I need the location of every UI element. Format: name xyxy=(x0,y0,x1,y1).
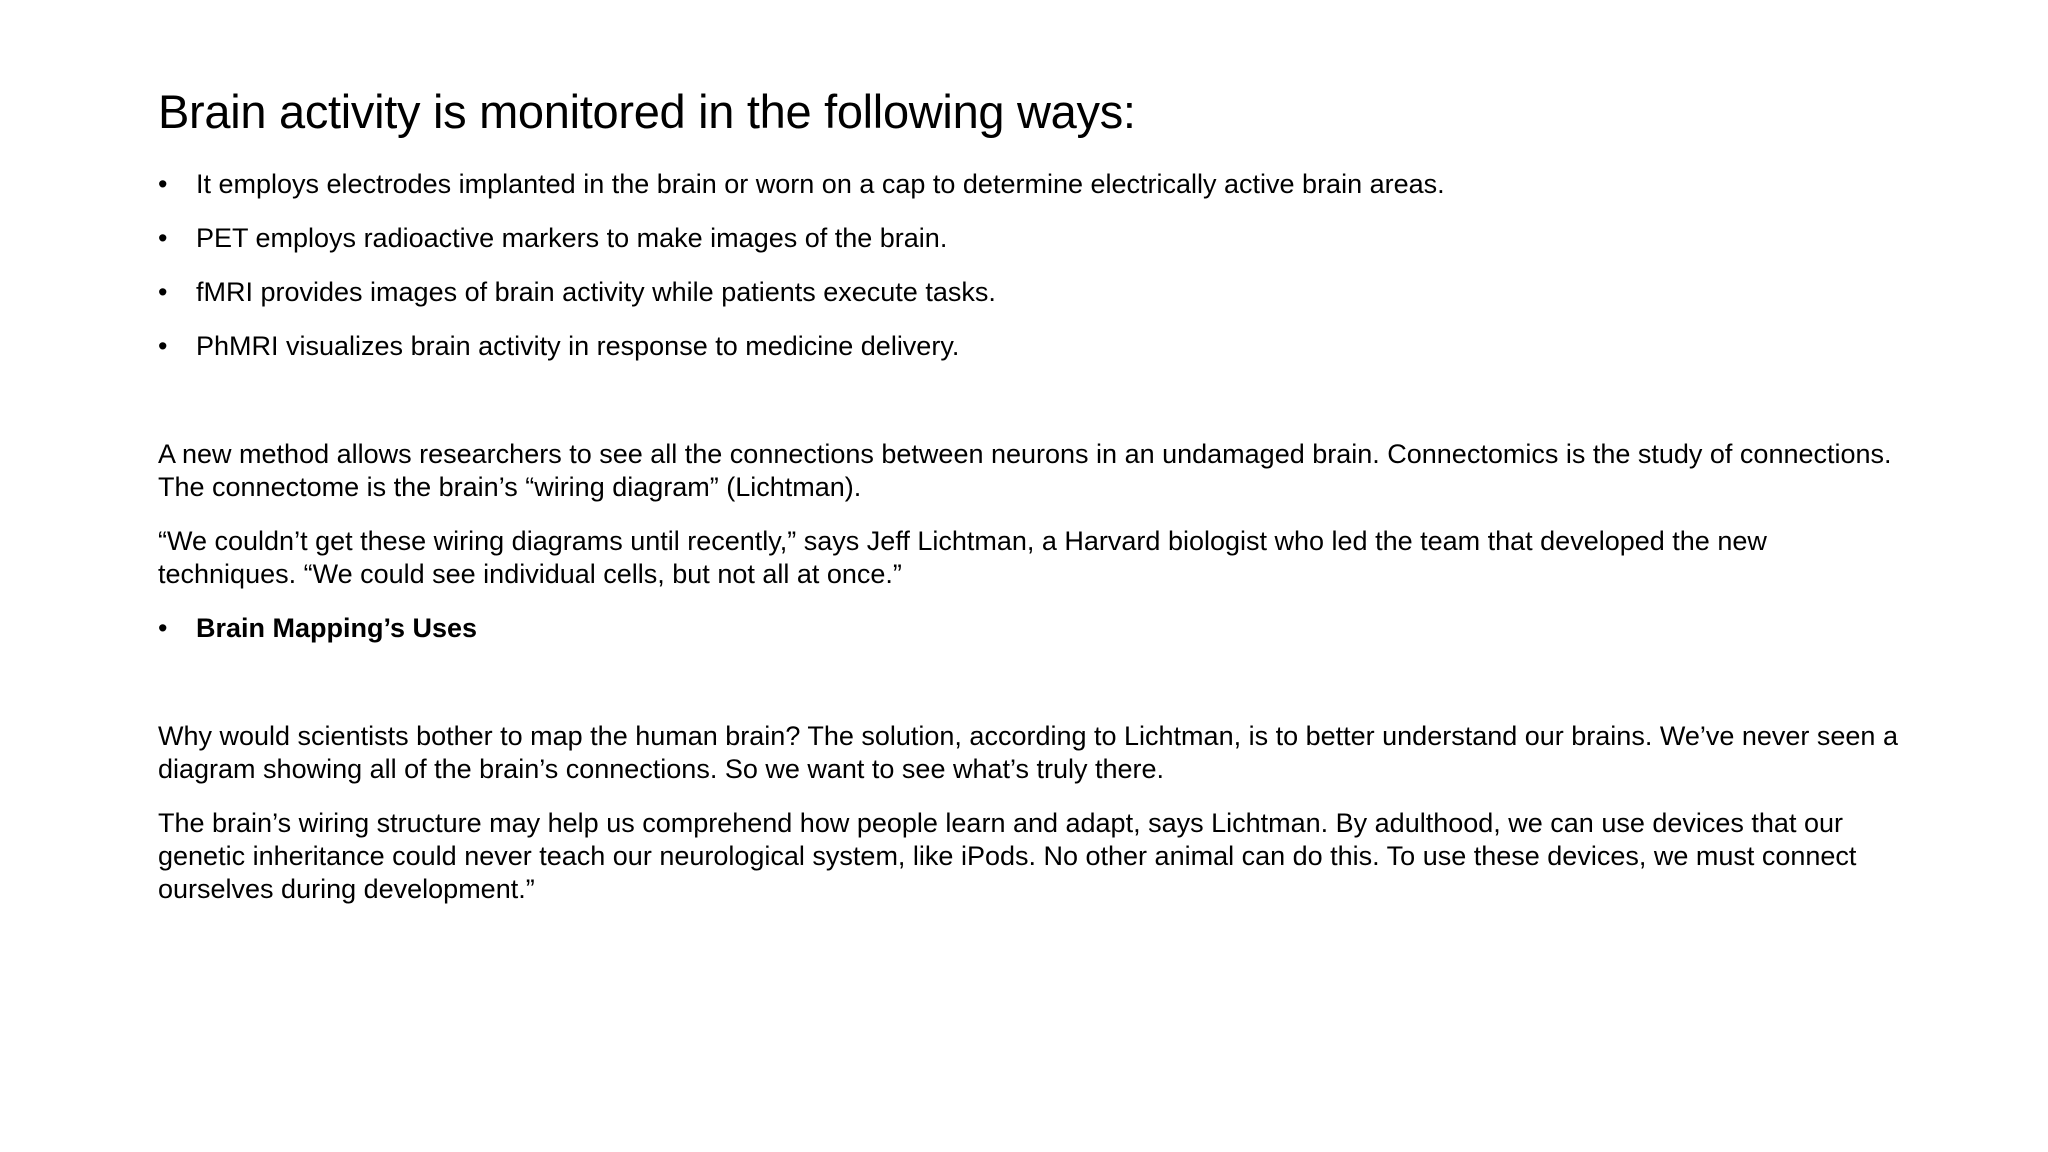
bullet-dot: • xyxy=(158,169,168,199)
paragraph-lichtman-quote: “We couldn’t get these wiring diagrams until recently,” says Jeff Lichtman, a Harvard biologist who led the team that developed the new techniques. “We could see individual cells, but not all at once.” xyxy=(158,526,1767,589)
slide-title: Brain activity is monitored in the following ways: xyxy=(158,85,1136,138)
paragraph-why-map: Why would scientists bother to map the human brain? The solution, according to Lichtman, is to better understand our brains. We’ve never seen a diagram showing all of the brain’s connections. So we want to see what’s truly there. xyxy=(158,721,1898,784)
bullet-text: PET employs radioactive markers to make images of the brain. xyxy=(196,223,948,253)
bullet-item-phmri xyxy=(158,330,1898,363)
bullet-item-electrodes xyxy=(158,168,1898,201)
bullet-text: It employs electrodes implanted in the brain or worn on a cap to determine electrically active brain areas. xyxy=(196,169,1445,199)
paragraph-wiring-structure: The brain’s wiring structure may help us comprehend how people learn and adapt, says Lichtman. By adulthood, we can use devices that our genetic inheritance could never teach our neurological system, like iPods. No other animal can do this. To use these devices, we must connect ourselves during development.” xyxy=(158,808,1857,904)
section-heading-brain-mapping-uses xyxy=(158,612,1898,645)
bullet-text: PhMRI visualizes brain activity in response to medicine delivery. xyxy=(196,331,960,361)
bullet-dot: • xyxy=(158,613,168,643)
bullet-dot: • xyxy=(158,223,168,253)
bullet-item-pet xyxy=(158,222,1898,255)
bullet-dot: • xyxy=(158,277,168,307)
bullet-item-fmri xyxy=(158,276,1898,309)
spacer xyxy=(158,384,1898,438)
slide-content xyxy=(158,168,1898,927)
paragraph-connectomics: A new method allows researchers to see all the connections between neurons in an undamaged brain. Connectomics is the study of connections. The connectome is the brain’s “wiring diagram” (Lichtman). xyxy=(158,439,1892,502)
bullet-text: fMRI provides images of brain activity while patients execute tasks. xyxy=(196,277,996,307)
bullet-dot: • xyxy=(158,331,168,361)
section-heading-text: Brain Mapping’s Uses xyxy=(196,613,478,643)
spacer xyxy=(158,666,1898,720)
